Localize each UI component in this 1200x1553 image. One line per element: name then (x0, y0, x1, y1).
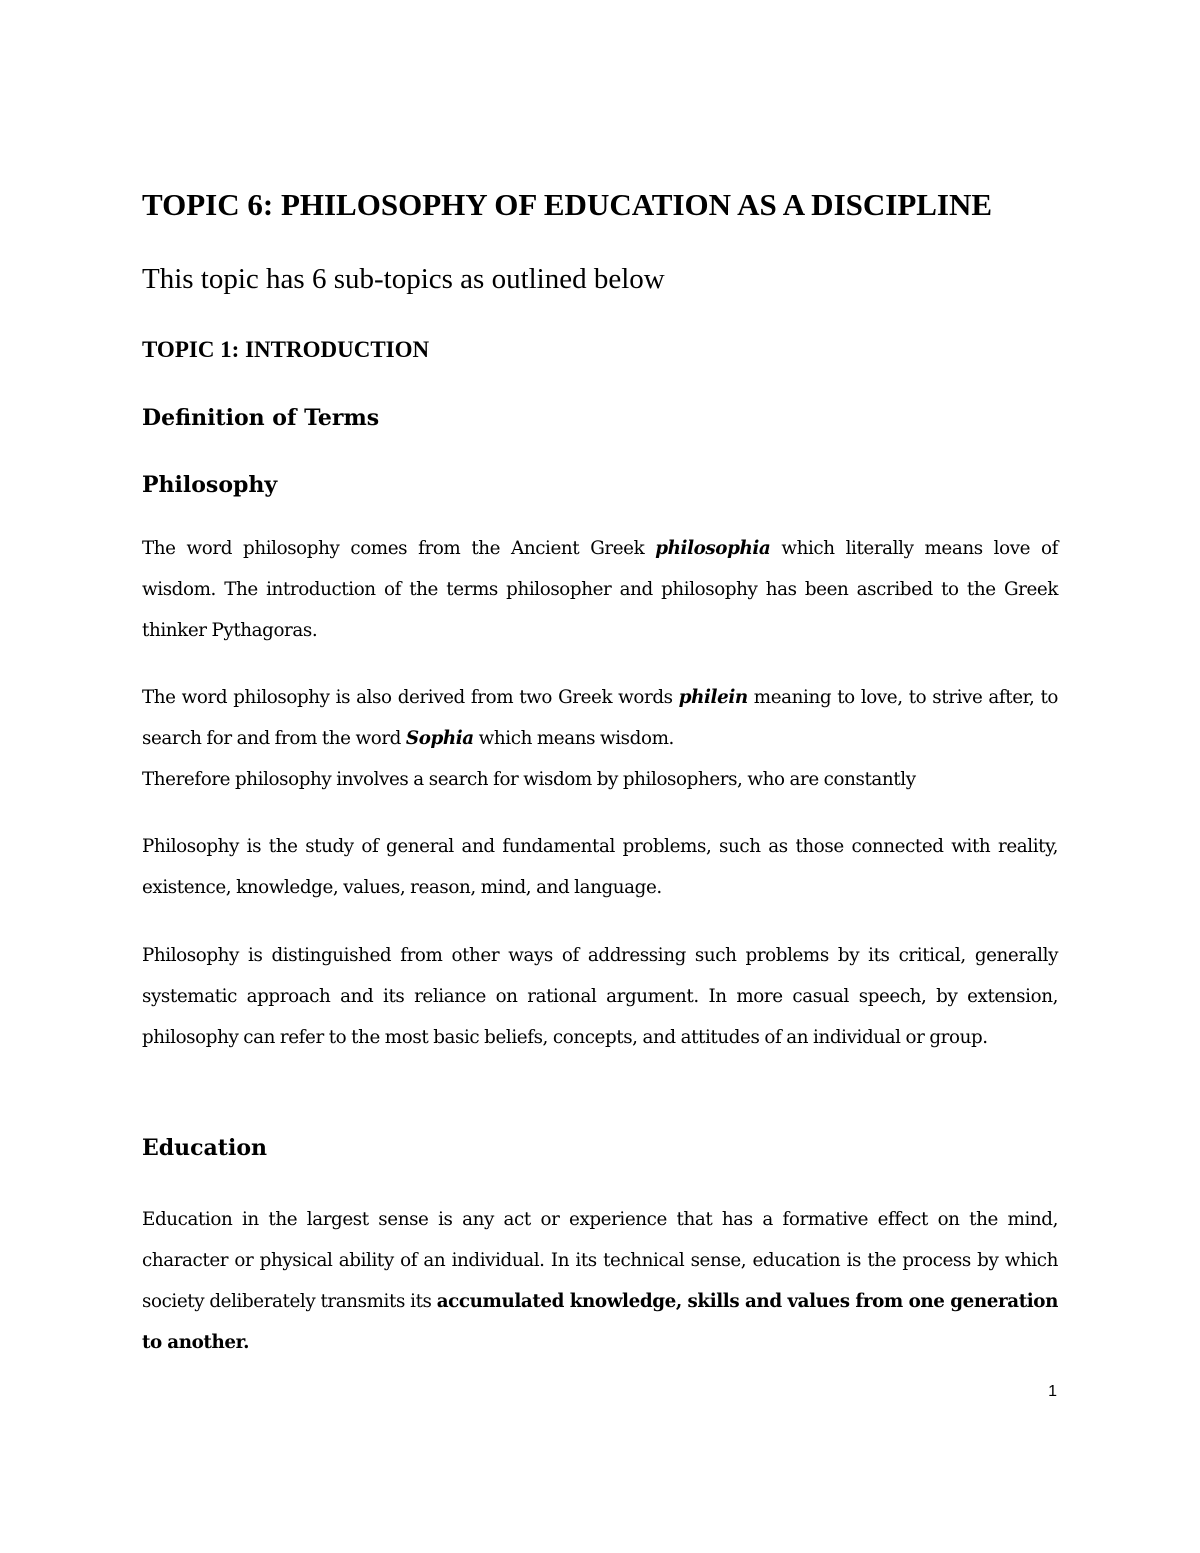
education-paragraph (142, 1199, 1058, 1363)
philosophy-paragraph-2 (142, 677, 1058, 759)
topic1-heading: TOPIC 1: INTRODUCTION (142, 337, 430, 362)
paragraph-text: which means wisdom. (473, 728, 674, 749)
document-subtitle: This topic has 6 sub-topics as outlined below (142, 263, 665, 295)
paragraph-text: The word philosophy is also derived from two Greek words (142, 687, 679, 708)
paragraph-text: which literally means love of wisdom. The introduction of the terms philosopher and philosophy has been ascribed to the Greek thinker Pythagoras. (142, 538, 1058, 641)
paragraph-text: Education in the largest sense is any act or experience that has a formative effect on the mind, character or physical ability of an individual. In its technical sense, education is the process by which society deliberately transmits its (142, 1209, 1058, 1312)
education-heading: Education (142, 1135, 267, 1161)
paragraph-text: The word philosophy comes from the Ancient Greek (142, 538, 656, 559)
philosophy-paragraph-1 (142, 528, 1058, 651)
emphasized-text: accumulated knowledge, skills and values from one generation to another. (142, 1291, 1058, 1353)
philosophy-paragraph-4: Philosophy is the study of general and fundamental problems, such as those connected with reality, existence, knowledge, values, reason, mind, and language. (142, 836, 1058, 898)
greek-term-sophia: Sophia (405, 728, 474, 749)
greek-term-philein: philein (678, 687, 748, 708)
paragraph-text: meaning to love, to strive after, to search for and from the word (142, 687, 1058, 749)
philosophy-heading: Philosophy (142, 472, 278, 498)
document-title: TOPIC 6: PHILOSOPHY OF EDUCATION AS A DISCIPLINE (142, 187, 993, 222)
page-number: 1 (1048, 1383, 1057, 1400)
greek-term-philosophia: philosophia (655, 538, 771, 559)
definitions-heading: Definition of Terms (142, 405, 380, 431)
philosophy-paragraph-3: Therefore philosophy involves a search for wisdom by philosophers, who are constantly (142, 769, 916, 790)
philosophy-paragraph-5: Philosophy is distinguished from other ways of addressing such problems by its critical, generally systematic approach and its reliance on rational argument. In more casual speech, by extension, philosophy can refer to the most basic beliefs, concepts, and attitudes of an individual or group. (142, 945, 1058, 1048)
